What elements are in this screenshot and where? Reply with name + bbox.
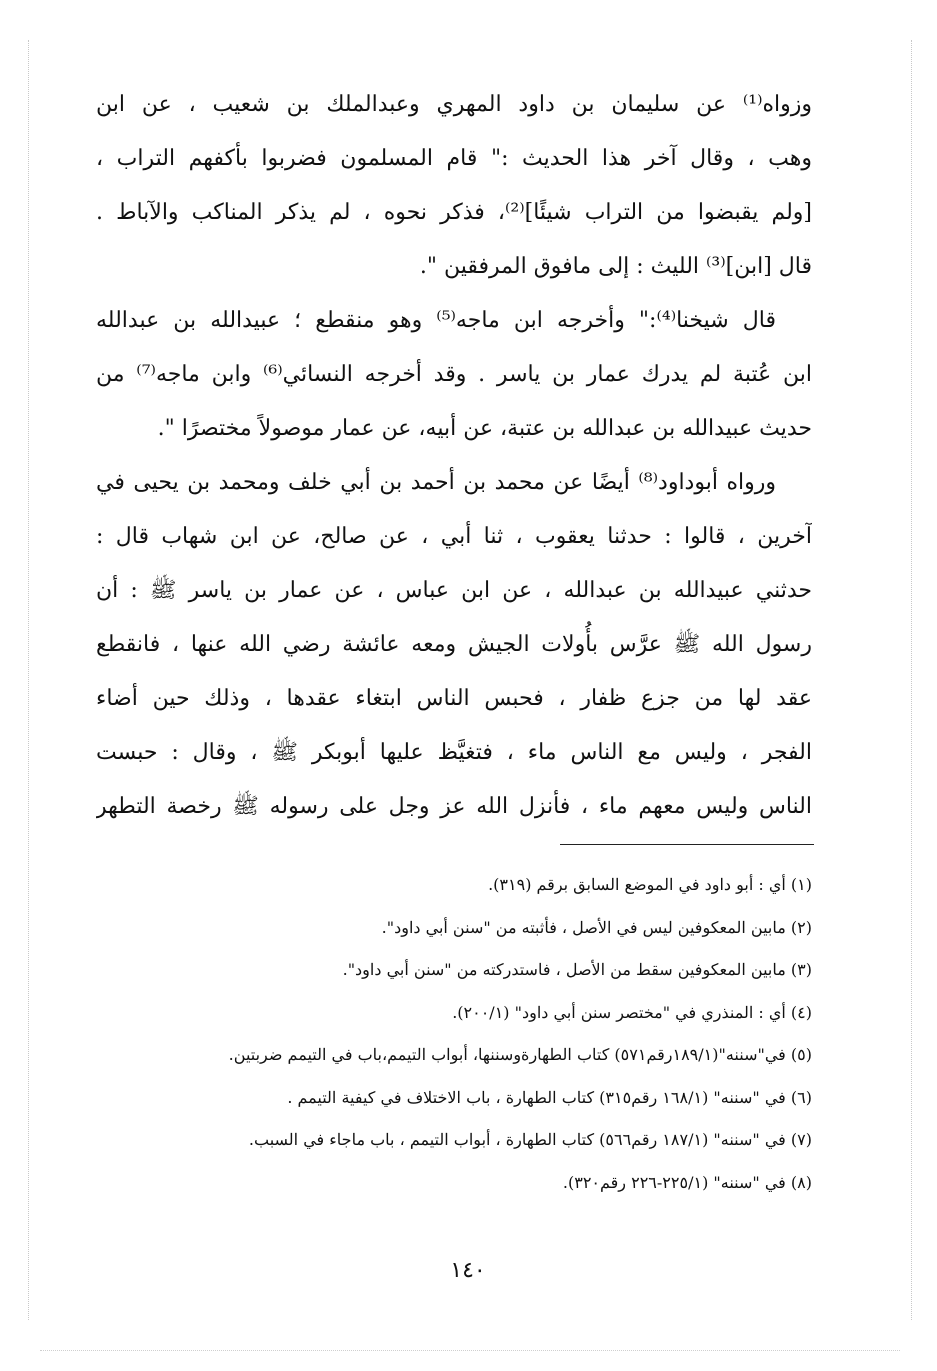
footnotes: [96, 864, 812, 1204]
text-line: قال [ابن]⁽³⁾ الليث : إلى مافوق المرفقين ".: [419, 254, 812, 279]
scan-margin-dots-bottom: [40, 1350, 900, 1352]
footnote: (٣) مابين المعكوفين سقط من الأصل ، فاستدركته من "سنن أبي داود".: [342, 960, 812, 979]
text-line: الفجر ، وليس مع الناس ماء ، فتغيَّظ عليها أبوبكر ﷺ ، وقال : حبست: [96, 740, 812, 765]
text-line: رسول الله ﷺ عرَّس بأُولات الجيش ومعه عائشة رضي الله عنها ، فانقطع: [96, 632, 812, 657]
page-number: ١٤٠: [450, 1258, 486, 1283]
text-line: الناس وليس معهم ماء ، فأنزل الله عز وجل على رسوله ﷺ رخصة التطهر: [96, 794, 812, 819]
footnote-separator: [560, 844, 814, 845]
footnote: (٧) في "سننه" (١٨٧/١ رقم٥٦٦) كتاب الطهارة ، أبواب التيمم ، باب ماجاء في السبب.: [248, 1130, 812, 1149]
footnote: (٤) أي : المنذري في "مختصر سنن أبي داود" (٢٠٠/١).: [452, 1002, 812, 1022]
text-line: ابن عُتبة لم يدرك عمار بن ياسر . وقد أخرجه النسائي⁽⁶⁾ وابن ماجه⁽⁷⁾ من: [96, 362, 812, 387]
footnote: (٢) مابين المعكوفين ليس في الأصل ، فأثبته من "سنن أبي داود".: [381, 917, 812, 937]
main-text: [96, 78, 812, 834]
footnote: (٦) في "سننه" (١٦٨/١ رقم٣١٥) كتاب الطهارة ، باب الاختلاف في كيفية التيمم .: [287, 1087, 812, 1107]
text-line: وهب ، وقال آخر هذا الحديث :" قام المسلمون فضربوا بأكفهم التراب ،: [96, 146, 812, 171]
text-line: آخرين ، قالوا : حدثنا يعقوب ، ثنا أبي ، عن صالح، عن ابن شهاب قال :: [96, 524, 812, 549]
footnote: (٨) في "سننه" (٢٢٥/١-٢٢٦ رقم٣٢٠).: [562, 1172, 812, 1192]
text-line: حديث عبيدالله بن عبدالله بن عتبة، عن أبيه، عن عمار موصولاً مختصرًا ".: [157, 416, 812, 441]
footnote: (٥) في"سننه"(١٨٩/١رقم٥٧١) كتاب الطهارةوسننها، أبواب التيمم،باب في التيمم ضربتين.: [228, 1045, 812, 1064]
text-line: عقد لها من جزع ظفار ، فحبس الناس ابتغاء عقدها ، وذلك حين أضاء: [96, 686, 812, 711]
text-line: حدثني عبيدالله بن عبدالله ، عن ابن عباس ، عن عمار بن ياسر ﷺ : أن: [96, 578, 812, 603]
scan-margin-dots-right: [911, 40, 913, 1320]
text-line: [ولم يقبضوا من التراب شيئًا]⁽²⁾، فذكر نحوه ، لم يذكر المناكب والآباط .: [96, 200, 812, 225]
footnote: (١) أي : أبو داود في الموضع السابق برقم (٣١٩).: [488, 875, 812, 894]
text-line: قال شيخنا⁽⁴⁾:" وأخرجه ابن ماجه⁽⁵⁾ وهو منقطع ؛ عبيدالله بن عبدالله: [96, 308, 776, 333]
text-line: وزواه⁽¹⁾ عن سليمان بن داود المهري وعبدالملك بن شعيب ، عن ابن: [96, 92, 812, 117]
text-line: ورواه أبوداود⁽⁸⁾ أيضًا عن محمد بن أحمد بن أبي خلف ومحمد بن يحيى في: [96, 470, 777, 495]
scan-margin-dots-left: [28, 40, 30, 1320]
